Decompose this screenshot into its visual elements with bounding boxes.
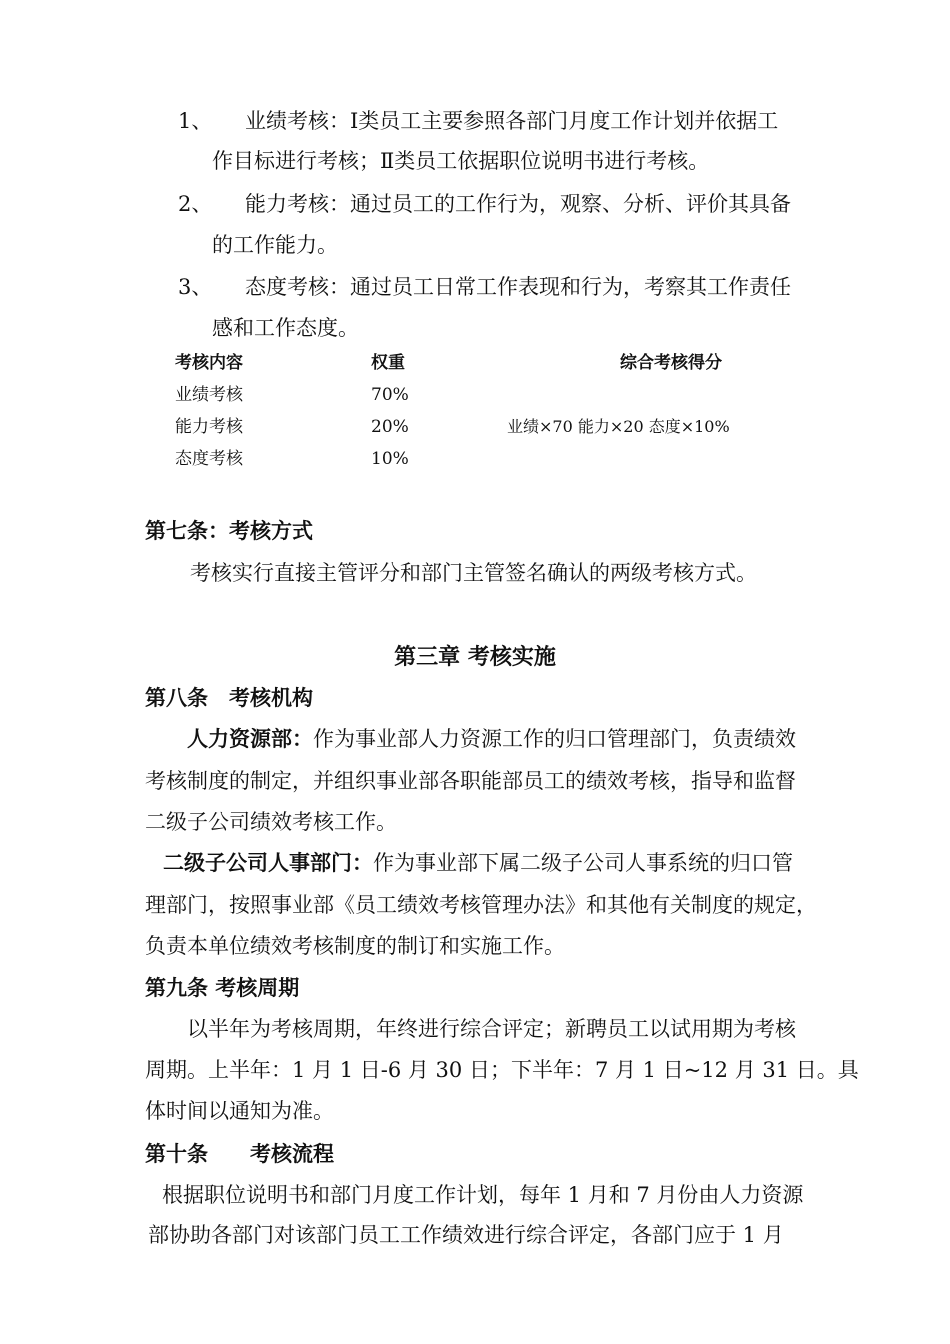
item-text: 态度考核：通过员工日常工作表现和行为，考察其工作责任 xyxy=(245,275,791,299)
paragraph-line: 周期。上半年：1 月 1 日-6 月 30 日；下半年：7 月 1 日~12 月 31 日。具 xyxy=(145,1058,859,1082)
paragraph-line: 二级子公司人事部门：作为事业部下属二级子公司人事系统的归口管 xyxy=(163,851,793,875)
table-header: 综合考核得分 xyxy=(620,353,722,373)
table-cell: 能力考核 xyxy=(175,417,243,437)
paragraph-line: 根据职位说明书和部门月度工作计划，每年 1 月和 7 月份由人力资源 xyxy=(162,1183,804,1207)
article-heading: 第十条 考核流程 xyxy=(145,1142,334,1166)
article-heading: 第九条 考核周期 xyxy=(145,976,300,1000)
chapter-title: 第三章 考核实施 xyxy=(394,645,556,670)
paragraph-line: 人力资源部：作为事业部人力资源工作的归口管理部门，负责绩效 xyxy=(187,727,796,751)
item-text: 能力考核：通过员工的工作行为，观察、分析、评价其具备 xyxy=(245,192,791,216)
paragraph-line: 二级子公司绩效考核工作。 xyxy=(145,810,397,834)
paragraph-line: 体时间以通知为准。 xyxy=(145,1099,334,1123)
table-cell: 10% xyxy=(371,449,409,469)
table-header: 权重 xyxy=(371,353,405,373)
item-text: 感和工作态度。 xyxy=(212,316,359,340)
item-number: 2、 xyxy=(178,192,213,216)
article-heading: 第八条 考核机构 xyxy=(145,686,313,710)
table-cell: 20% xyxy=(371,417,409,437)
paragraph-line: 考核制度的制定，并组织事业部各职能部员工的绩效考核，指导和监督 xyxy=(145,769,796,793)
paragraph-label: 二级子公司人事部门： xyxy=(163,851,373,875)
table-cell: 70% xyxy=(371,385,409,405)
item-number: 1、 xyxy=(178,109,213,133)
paragraph-label: 人力资源部： xyxy=(187,727,313,751)
item-number: 3、 xyxy=(178,275,213,299)
table-cell: 业绩考核 xyxy=(175,385,243,405)
item-text: 作目标进行考核；Ⅱ类员工依据职位说明书进行考核。 xyxy=(212,149,710,173)
article-heading: 第七条：考核方式 xyxy=(145,519,313,543)
paragraph-line: 理部门，按照事业部《员工绩效考核管理办法》和其他有关制度的规定， xyxy=(145,893,817,917)
item-text: 业绩考核：Ⅰ类员工主要参照各部门月度工作计划并依据工 xyxy=(245,109,779,133)
paragraph-line: 以半年为考核周期，年终进行综合评定；新聘员工以试用期为考核 xyxy=(187,1017,796,1041)
paragraph-line: 负责本单位绩效考核制度的制订和实施工作。 xyxy=(145,934,565,958)
article-body: 考核实行直接主管评分和部门主管签名确认的两级考核方式。 xyxy=(190,561,757,585)
table-header: 考核内容 xyxy=(175,353,243,373)
paragraph-line: 部协助各部门对该部门员工工作绩效进行综合评定，各部门应于 1 月 xyxy=(148,1223,784,1247)
item-text: 的工作能力。 xyxy=(212,233,338,257)
table-formula: 业绩×70 能力×20 态度×10% xyxy=(507,417,730,436)
table-cell: 态度考核 xyxy=(175,449,243,469)
